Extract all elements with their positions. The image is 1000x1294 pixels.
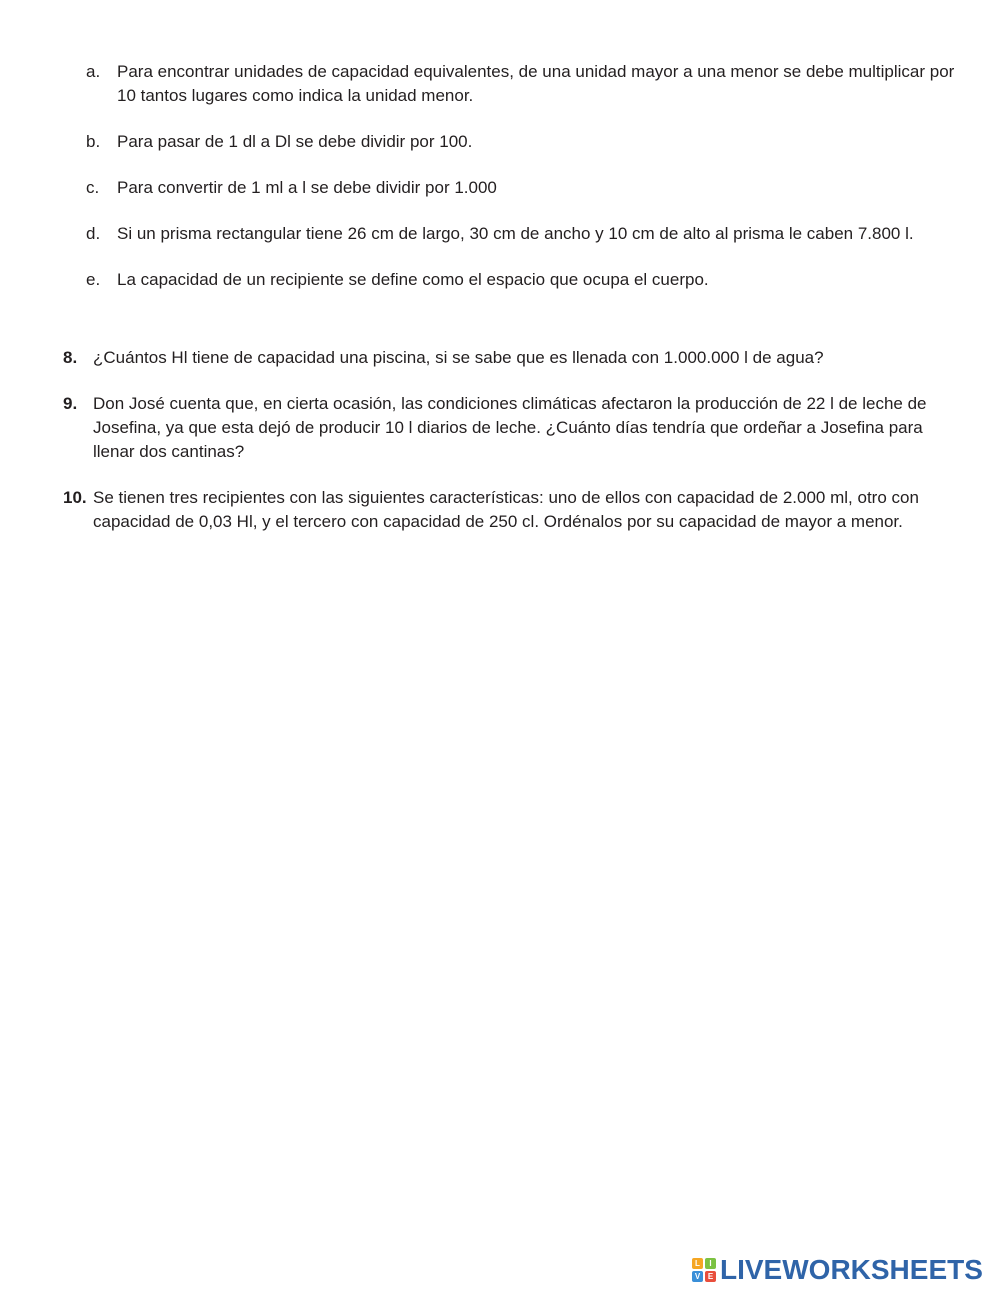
list-item-d [86,222,966,246]
list-item-b [86,130,966,154]
question-number: 10. [63,488,87,507]
question-text: ¿Cuántos Hl tiene de capacidad una piscina, si se sabe que es llenada con 1.000.000 l de agua? [93,348,824,367]
item-letter: c. [86,178,100,197]
item-text: La capacidad de un recipiente se define como el espacio que ocupa el cuerpo. [117,270,709,289]
question-10 [63,486,963,534]
question-text: Don José cuenta que, en cierta ocasión, las condiciones climáticas afectaron la producción de 22 l de leche de Josefina, ya que esta dejó de producir 10 l diarios de leche. ¿Cuánto días tendría que ordeñar a Josefina para llenar dos cantinas? [93,394,927,461]
question-number: 9. [63,394,78,413]
question-text: Se tienen tres recipientes con las siguientes características: uno de ellos con capacidad de 2.000 ml, otro con capacidad de 0,03 Hl, y el tercero con capacidad de 250 cl. Ordénalos por su capacidad de mayor a menor. [93,488,919,531]
item-letter: b. [86,132,101,151]
list-item-a [86,60,966,108]
item-letter: a. [86,62,101,81]
logo-mark-cell: L [692,1258,703,1269]
item-letter: e. [86,270,101,289]
item-text: Para encontrar unidades de capacidad equivalentes, de una unidad mayor a una menor se debe multiplicar por 10 tantos lugares como indica la unidad menor. [117,62,955,105]
logo-mark-cell: I [705,1258,716,1269]
list-item-e [86,268,966,292]
question-9 [63,392,963,464]
item-text: Para pasar de 1 dl a Dl se debe dividir por 100. [117,132,473,151]
question-number: 8. [63,348,78,367]
logo-mark-cell: V [692,1271,703,1282]
item-text: Para convertir de 1 ml a l se debe dividir por 1.000 [117,178,497,197]
list-item-c [86,176,966,200]
question-list [63,346,963,556]
item-text: Si un prisma rectangular tiene 26 cm de largo, 30 cm de ancho y 10 cm de alto al prisma le caben 7.800 l. [117,224,914,243]
liveworksheets-logo [692,1253,983,1287]
logo-mark-icon [692,1258,716,1282]
logo-text: LIVEWORKSHEETS [720,1254,983,1285]
item-letter: d. [86,224,101,243]
question-8 [63,346,963,370]
true-false-list [86,60,966,314]
logo-mark-cell: E [705,1271,716,1282]
